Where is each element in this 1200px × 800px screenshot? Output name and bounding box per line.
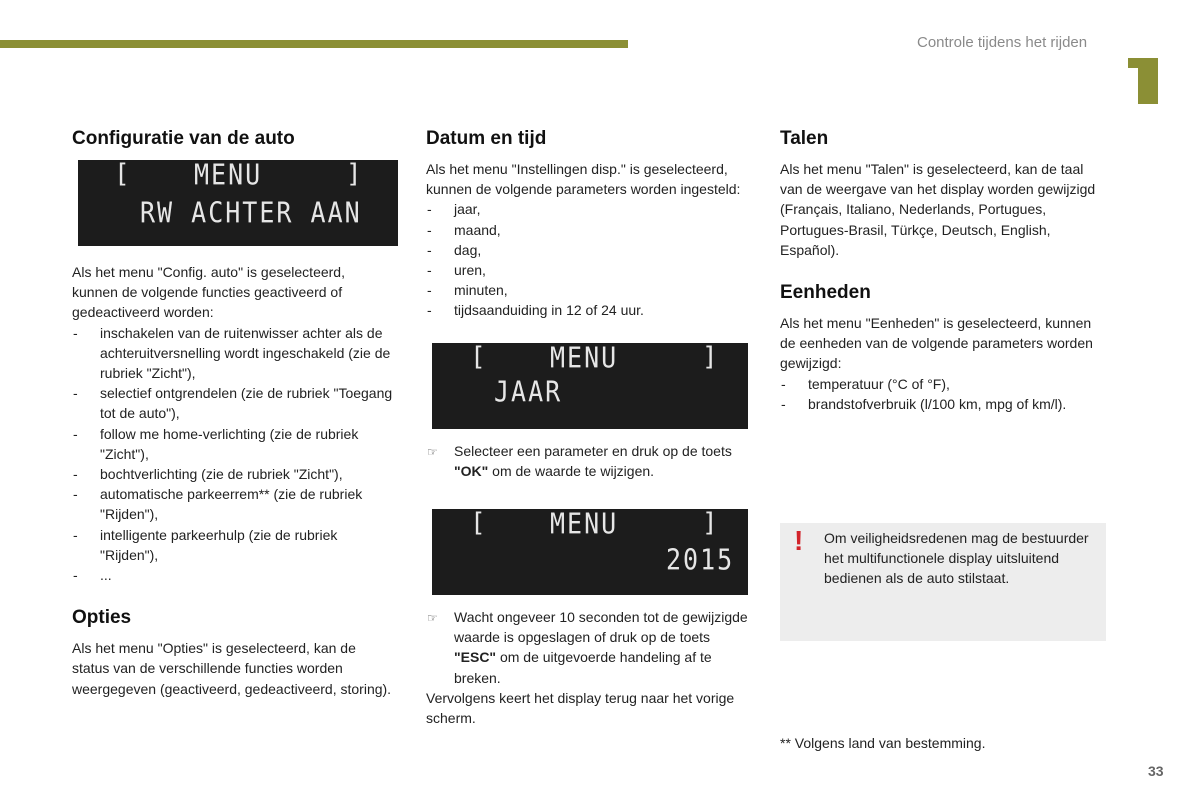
- list-item: - minuten,: [426, 280, 748, 300]
- eenheden-list: [780, 374, 1102, 414]
- datum-intro: Als het menu "Instellingen disp." is geselecteerd, kunnen de volgende parameters worden ingesteld:: [426, 161, 741, 198]
- hand-pointer-icon: ☞: [427, 444, 438, 459]
- warning-text: Om veiligheidsredenen mag de bestuurder het multifunctionele display uitsluitend bedienen als de auto stilstaat.: [824, 530, 1089, 587]
- display-2015: [432, 509, 748, 595]
- list-item: - tijdsaanduiding in 12 of 24 uur.: [426, 300, 748, 320]
- step-wait: [426, 607, 748, 688]
- step-text: om de waarde te wijzigen.: [488, 462, 655, 479]
- datum-outro: Vervolgens keert het display terug naar het vorige scherm.: [426, 689, 735, 727]
- list-item: - inschakelen van de ruitenwisser achter als de achteruitversnelling wordt ingeschakeld (zie de rubriek "Zicht"),: [72, 323, 394, 384]
- list-item: - automatische parkeerrem** (zie de rubriek "Rijden"),: [72, 484, 394, 524]
- list-item: - intelligente parkeerhulp (zie de rubriek "Rijden"),: [72, 525, 394, 565]
- column-talen-eenheden: [780, 126, 1102, 414]
- heading-datum-tijd: Datum en tijd: [426, 128, 547, 149]
- datum-list: [426, 199, 748, 320]
- config-intro: Als het menu "Config. auto" is geselecteerd, kunnen de volgende functies geactiveerd of gedeactiveerd worden:: [72, 264, 345, 321]
- display-value: RW ACHTER AAN: [140, 196, 362, 230]
- talen-text: Als het menu "Talen" is geselecteerd, kan de taal van de weergave van het display worden gewijzigd (Français, Italiano, Nederlands, Portugues, Portugues-Brasil, Türkçe, Deutsch, English, Español).: [780, 161, 1096, 258]
- exclamation-icon: !: [794, 525, 804, 556]
- step-text: Selecteer een parameter en druk op de toets: [454, 442, 732, 459]
- heading-configuratie: Configuratie van de auto: [72, 128, 295, 149]
- list-item: - dag,: [426, 240, 748, 260]
- step-text: om de uitgevoerde handeling af te breken.: [454, 649, 712, 686]
- config-list: [72, 323, 394, 586]
- display-bracket-right: ]: [346, 159, 362, 189]
- display-value: JAAR: [494, 374, 563, 409]
- display-bracket-right: ]: [702, 508, 718, 539]
- list-item: - temperatuur (°C of °F),: [780, 374, 1102, 394]
- list-item: - bochtverlichting (zie de rubriek "Zicht"),: [72, 464, 394, 484]
- display-rw-achter: [78, 160, 398, 246]
- warning-box: [780, 523, 1106, 641]
- heading-opties: Opties: [72, 607, 132, 629]
- page-number: 33: [1148, 763, 1164, 779]
- display-jaar: [432, 340, 748, 429]
- eenheden-intro: Als het menu "Eenheden" is geselecteerd, kunnen de eenheden van de volgende parameters worden gewijzigd:: [780, 315, 1093, 372]
- footnote: ** Volgens land van bestemming.: [780, 735, 986, 751]
- list-item: - uren,: [426, 260, 748, 280]
- column-datum-tijd: [426, 126, 748, 728]
- display-menu-label: MENU: [550, 507, 619, 541]
- display-bracket-right: ]: [702, 341, 718, 372]
- list-item: - ...: [72, 565, 394, 585]
- heading-eenheden: Eenheden: [780, 282, 871, 304]
- section-title: Controle tijdens het rijden: [917, 34, 1088, 51]
- list-item: - jaar,: [426, 199, 748, 219]
- display-bracket-left: [: [470, 341, 486, 372]
- header-accent-bar: [0, 40, 628, 48]
- display-value: 2015: [666, 543, 735, 577]
- list-item: - selectief ontgrendelen (zie de rubriek "Toegang tot de auto"),: [72, 383, 394, 423]
- step-select-parameter: [426, 441, 748, 481]
- display-menu-label: MENU: [194, 158, 263, 192]
- chapter-number-mark: [1138, 58, 1158, 104]
- opties-text: Als het menu "Opties" is geselecteerd, kan de status van de verschillende functies worden weergegeven (geactiveerd, gedeactiveerd, storing).: [72, 640, 392, 697]
- esc-key-label: "ESC": [454, 649, 497, 666]
- heading-talen: Talen: [780, 128, 829, 149]
- display-bracket-left: [: [470, 508, 486, 539]
- column-configuratie: [72, 126, 394, 699]
- list-item: - brandstofverbruik (l/100 km, mpg of km/l).: [780, 394, 1102, 414]
- list-item: - maand,: [426, 220, 748, 240]
- ok-key-label: "OK": [454, 462, 489, 479]
- display-menu-label: MENU: [550, 340, 619, 375]
- display-bracket-left: [: [114, 159, 130, 189]
- list-item: - follow me home-verlichting (zie de rubriek "Zicht"),: [72, 424, 394, 464]
- step-text: Wacht ongeveer 10 seconden tot de gewijzigde waarde is opgeslagen of druk op de toets: [454, 609, 748, 646]
- hand-pointer-icon: ☞: [427, 611, 438, 626]
